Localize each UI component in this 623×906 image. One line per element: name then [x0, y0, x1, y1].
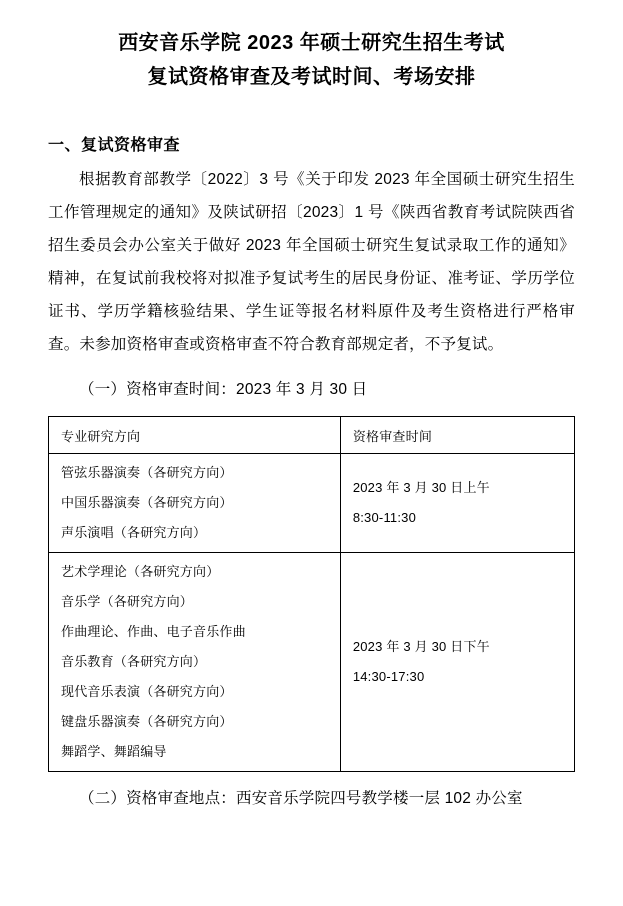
table-row: [49, 454, 575, 489]
table-row: [49, 553, 575, 588]
time-line: 2023 年 3 月 30 日上午: [352, 480, 490, 495]
direction-cell: 作曲理论、作曲、电子音乐作曲: [49, 617, 341, 647]
sub-item-review-location: （二）资格审查地点：西安音乐学院四号教学楼一层 102 办公室: [79, 790, 523, 807]
direction-cell: 声乐演唱（各研究方向）: [49, 518, 341, 553]
qualification-review-table: [48, 416, 575, 772]
direction-cell: 音乐教育（各研究方向）: [49, 647, 341, 677]
direction-cell: 中国乐器演奏（各研究方向）: [49, 488, 341, 518]
time-cell-group-1: [340, 454, 574, 553]
time-line: 2023 年 3 月 30 日下午: [352, 639, 490, 654]
time-line: 8:30-11:30: [352, 510, 417, 525]
direction-cell: 舞蹈学、舞蹈编导: [49, 737, 341, 772]
paragraph-review-basis: 根据教育部教学〔2022〕3 号《关于印发 2023 年全国硕士研究生招生工作管理规定的通知》及陕试研招〔2023〕1 号《陕西省教育考试院陕西省招生委员会办公室关于做好 2023 年全国硕士研究生复试录取工作的通知》精神，在复试前我校将对拟准予复试考生的居民身份证、准考证、学历学位证书、学历学籍核验结果、学生证等报名材料原件及考生资格进行严格审查。未参加资格审查或资格审查不符合教育部规定者，不予复试。: [48, 171, 575, 353]
direction-cell: 音乐学（各研究方向）: [49, 587, 341, 617]
sub-item-review-time: （一）资格审查时间：2023 年 3 月 30 日: [79, 381, 368, 398]
table-header-row: [49, 417, 575, 454]
document-title: [48, 26, 575, 94]
direction-cell: 管弦乐器演奏（各研究方向）: [49, 454, 341, 489]
time-cell-group-2: [340, 553, 574, 772]
direction-cell: 键盘乐器演奏（各研究方向）: [49, 707, 341, 737]
section-heading-1: 一、复试资格审查: [48, 137, 181, 154]
title-line-2: 复试资格审查及考试时间、考场安排: [147, 66, 476, 88]
table-header-direction: 专业研究方向: [49, 417, 341, 454]
direction-cell: 艺术学理论（各研究方向）: [49, 553, 341, 588]
direction-cell: 现代音乐表演（各研究方向）: [49, 677, 341, 707]
title-line-1: 西安音乐学院 2023 年硕士研究生招生考试: [118, 32, 505, 54]
time-line: 14:30-17:30: [352, 669, 425, 684]
table-header-time: 资格审查时间: [340, 417, 574, 454]
